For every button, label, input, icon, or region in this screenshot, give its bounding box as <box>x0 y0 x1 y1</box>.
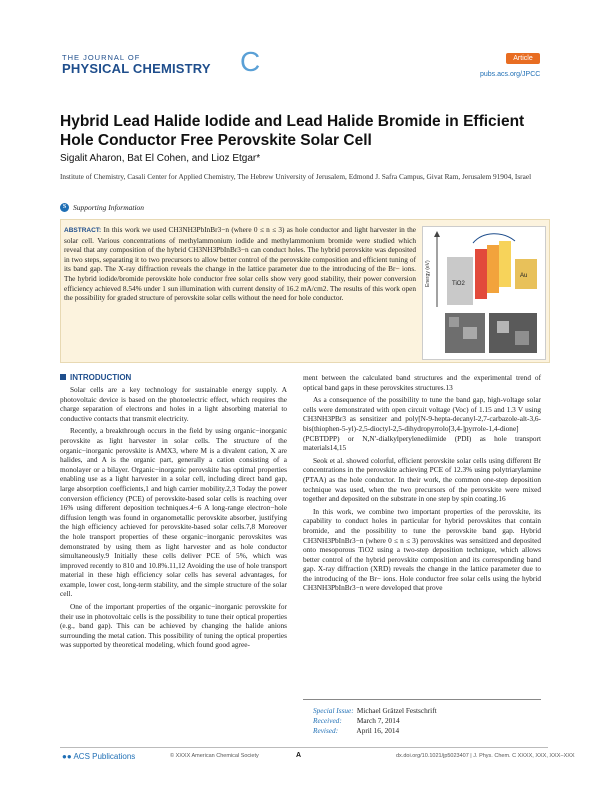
tio2-label: TiO2 <box>452 281 465 287</box>
received-value: March 7, 2014 <box>356 716 400 725</box>
section-marker-icon <box>60 374 66 380</box>
perovskite-band-1 <box>475 249 487 299</box>
revised-row <box>313 726 437 736</box>
journal-name-line2: PHYSICAL CHEMISTRY <box>62 61 211 76</box>
right-paragraph-continued: ment between the calculated band structures and the experimental trend of optical band gaps in these perovskites structures.13 <box>303 373 541 392</box>
energy-axis-arrow-icon <box>434 231 440 237</box>
right-column <box>303 373 541 596</box>
article-type-badge: Article <box>506 53 540 64</box>
sem-crystal-1 <box>449 317 459 327</box>
journal-url-link[interactable]: pubs.acs.org/JPCC <box>480 71 541 78</box>
supporting-info-label: Supporting Information <box>73 203 145 212</box>
acs-logo-text: ACS Publications <box>73 752 136 761</box>
page-number: A <box>296 752 302 759</box>
energy-diagram <box>423 227 545 359</box>
revised-value: April 16, 2014 <box>356 726 400 735</box>
toc-graphic <box>422 226 546 360</box>
energy-axis-label: Energy (eV) <box>425 260 431 287</box>
right-paragraph-2: Seok et al. showed colorful, efficient perovskite solar cells using different Br concentrations in the perovskite achieving PCE of 12.3% using polytriarylamine (PTAA) as the hole conductor. In their work, the common one-step deposition technique was used, when the two precursors of the perovskite were mixed together and deposited on the substrate in one step by spin coating.16 <box>303 455 541 504</box>
introduction-heading: INTRODUCTION <box>70 373 132 382</box>
intro-paragraph-3: One of the important properties of the organic−inorganic perovskite for their use in photovoltaic cells is the possibility to tune their optical properties (e.g., band gap). This can be achieved by changing the halide anions surrounding the metal cation. This possibility of tuning the optical properties was supported by theoretical modeling, which found good agree- <box>60 602 287 650</box>
special-issue-row <box>313 706 437 716</box>
doi-link[interactable]: dx.doi.org/10.1021/jp5023407 | J. Phys. Chem. C XXXX, XXX, XXX−XXX <box>396 753 575 759</box>
sem-crystal-2 <box>463 327 477 339</box>
right-paragraph-1: As a consequence of the possibility to tune the band gap, high-voltage solar cells were demonstrated with open circuit voltage (Voc) of 1.15 and 1.3 V using CH3NH3PBr3 as sensitizer and poly[N-9-hepta-decanyl-2,7-carbazole-alt-3,6-bis(thiophen-5-yl)-2,5-dioctyl-2,5-dihydropyrrolo[3,4-]pyrrole-1,4-dione] (PCBTDPP) or N,N′-dialkylperylenediimide (PDI) as hole transport materials14,15 <box>303 395 541 453</box>
sem-crystal-4 <box>515 331 529 345</box>
supporting-info-icon: S <box>60 203 69 212</box>
abstract-body: In this work we used CH3NH3PbInBr3−n (where 0 ≤ n ≤ 3) as hole conductor and light harvester in the solar cell. Various concentrations of methylammonium iodide and methylammonium bromide were studied which reveal that any composition of the hybrid CH3NH3PbInBr3−n can conduct holes. The hybrid perovskite was deposited in two steps, separating it to two precursors to allow better control of the perovskite composition and efficient tuning of its band gap. The X-ray diffraction reveals the change in the lattice parameter due to the introducing of the Br− ions. The hybrid iodide/bromide perovskite hole conductor free solar cells show very good stability, their power conversion efficiency achieved 8.54% under 1 sun illumination with current density of 16.2 mA/cm2. The results of this work open the possibility for graded structure of perovskite solar cells without the need for hole conductor. <box>64 225 416 303</box>
author-list: Sigalit Aharon, Bat El Cohen, and Lioz Etgar* <box>60 153 261 164</box>
received-label: Received: <box>313 716 342 725</box>
copyright: © XXXX American Chemical Society <box>170 753 259 759</box>
intro-paragraph-1: Solar cells are a key technology for sustainable energy supply. A photovoltaic device is based on the photoelectric effect, which requires the charge separation of electrons and holes in a light absorbing material to conductive contacts that transmit electricity. <box>60 385 287 423</box>
au-label: Au <box>520 273 528 279</box>
special-issue-label: Special Issue: <box>313 706 354 715</box>
acs-publications-logo[interactable] <box>62 752 135 761</box>
perovskite-band-3 <box>499 241 511 287</box>
publication-dates <box>313 706 437 736</box>
abstract-text <box>64 225 416 303</box>
acs-logo-icon: ●● <box>62 752 72 761</box>
journal-name-line1: THE JOURNAL OF <box>62 53 141 62</box>
divider <box>303 699 541 700</box>
perovskite-band-2 <box>487 245 499 293</box>
received-row <box>313 716 437 726</box>
affiliation: Institute of Chemistry, Casali Center for Applied Chemistry, The Hebrew University of Jerusalem, Edmond J. Safra Campus, Givat Ram, Jerusalem 91904, Israel <box>60 172 532 181</box>
revised-label: Revised: <box>313 726 339 735</box>
abstract-label: ABSTRACT: <box>64 227 102 234</box>
special-issue-value: Michael Grätzel Festschrift <box>356 706 437 715</box>
footer-divider <box>60 747 548 748</box>
right-paragraph-3: In this work, we combine two important properties of the perovskite, its capability to conduct holes in particular for hybrid perovskites that contain bromide, and the possibility to tune the perovskite band gap. Hybrid CH3NH3PbInBr3−n (where 0 ≤ n ≤ 3) perovskites was sensitized and deposited onto mesoporous TiO2 using a two-step deposition technique, which allows better control of the hybrid perovskite composition and its corresponding band gap. X-ray diffraction (XRD) reveals the change in the lattice parameter due to the introducing of the Br− ions. Hole conductor free solar cells using the hybrid CH3NH3PbInBr3−n were developed that prove <box>303 506 541 593</box>
intro-paragraph-2: Recently, a breakthrough occurs in the field by using organic−inorganic perovskite as light harvester in solar cells. The structure of the organic−inorganic perovskite is AMX3, where M is a divalent cation, X are halides, and A is the organic part, generally a cation consisting of a monolayer or a bilayer. Organic−inorganic perovskite has optimal properties enabling use as a light harvester in a solar cell, including direct band gap, large absorption coefficients,1 and high carrier mobility.2,3 Today the power conversion efficiency (PCE) of perovskite-based solar cells is reaching over 16% using different deposition techniques.4−6 A long-range electron−hole diffusion length was found in organometallic perovskite absorber, justifying the high efficiency achieved for perovskite-based solar cells.7,8 Moreover the hole transport properties of these organic−inorganic perovskites was demonstrated by using them as light harvester and as hole conductor simultaneously.9 Initially these cells deliver PCE of 5%, which was improved recently to 810 and 10.8%.11,12 Avoiding the use of hole transport material in these high efficiency solar cells has several advantages, for example, lower cost, long-term stability, and the simple structure of the solar cell. <box>60 426 287 599</box>
sem-image-right <box>489 313 537 353</box>
supporting-info-link[interactable] <box>60 203 144 212</box>
sem-crystal-3 <box>497 321 509 333</box>
journal-logo-letter: C <box>240 46 261 77</box>
article-title: Hybrid Lead Halide Iodide and Lead Halide Bromide in Efficient Hole Conductor Free Perovskite Solar Cell <box>60 113 525 149</box>
left-column <box>60 385 287 653</box>
